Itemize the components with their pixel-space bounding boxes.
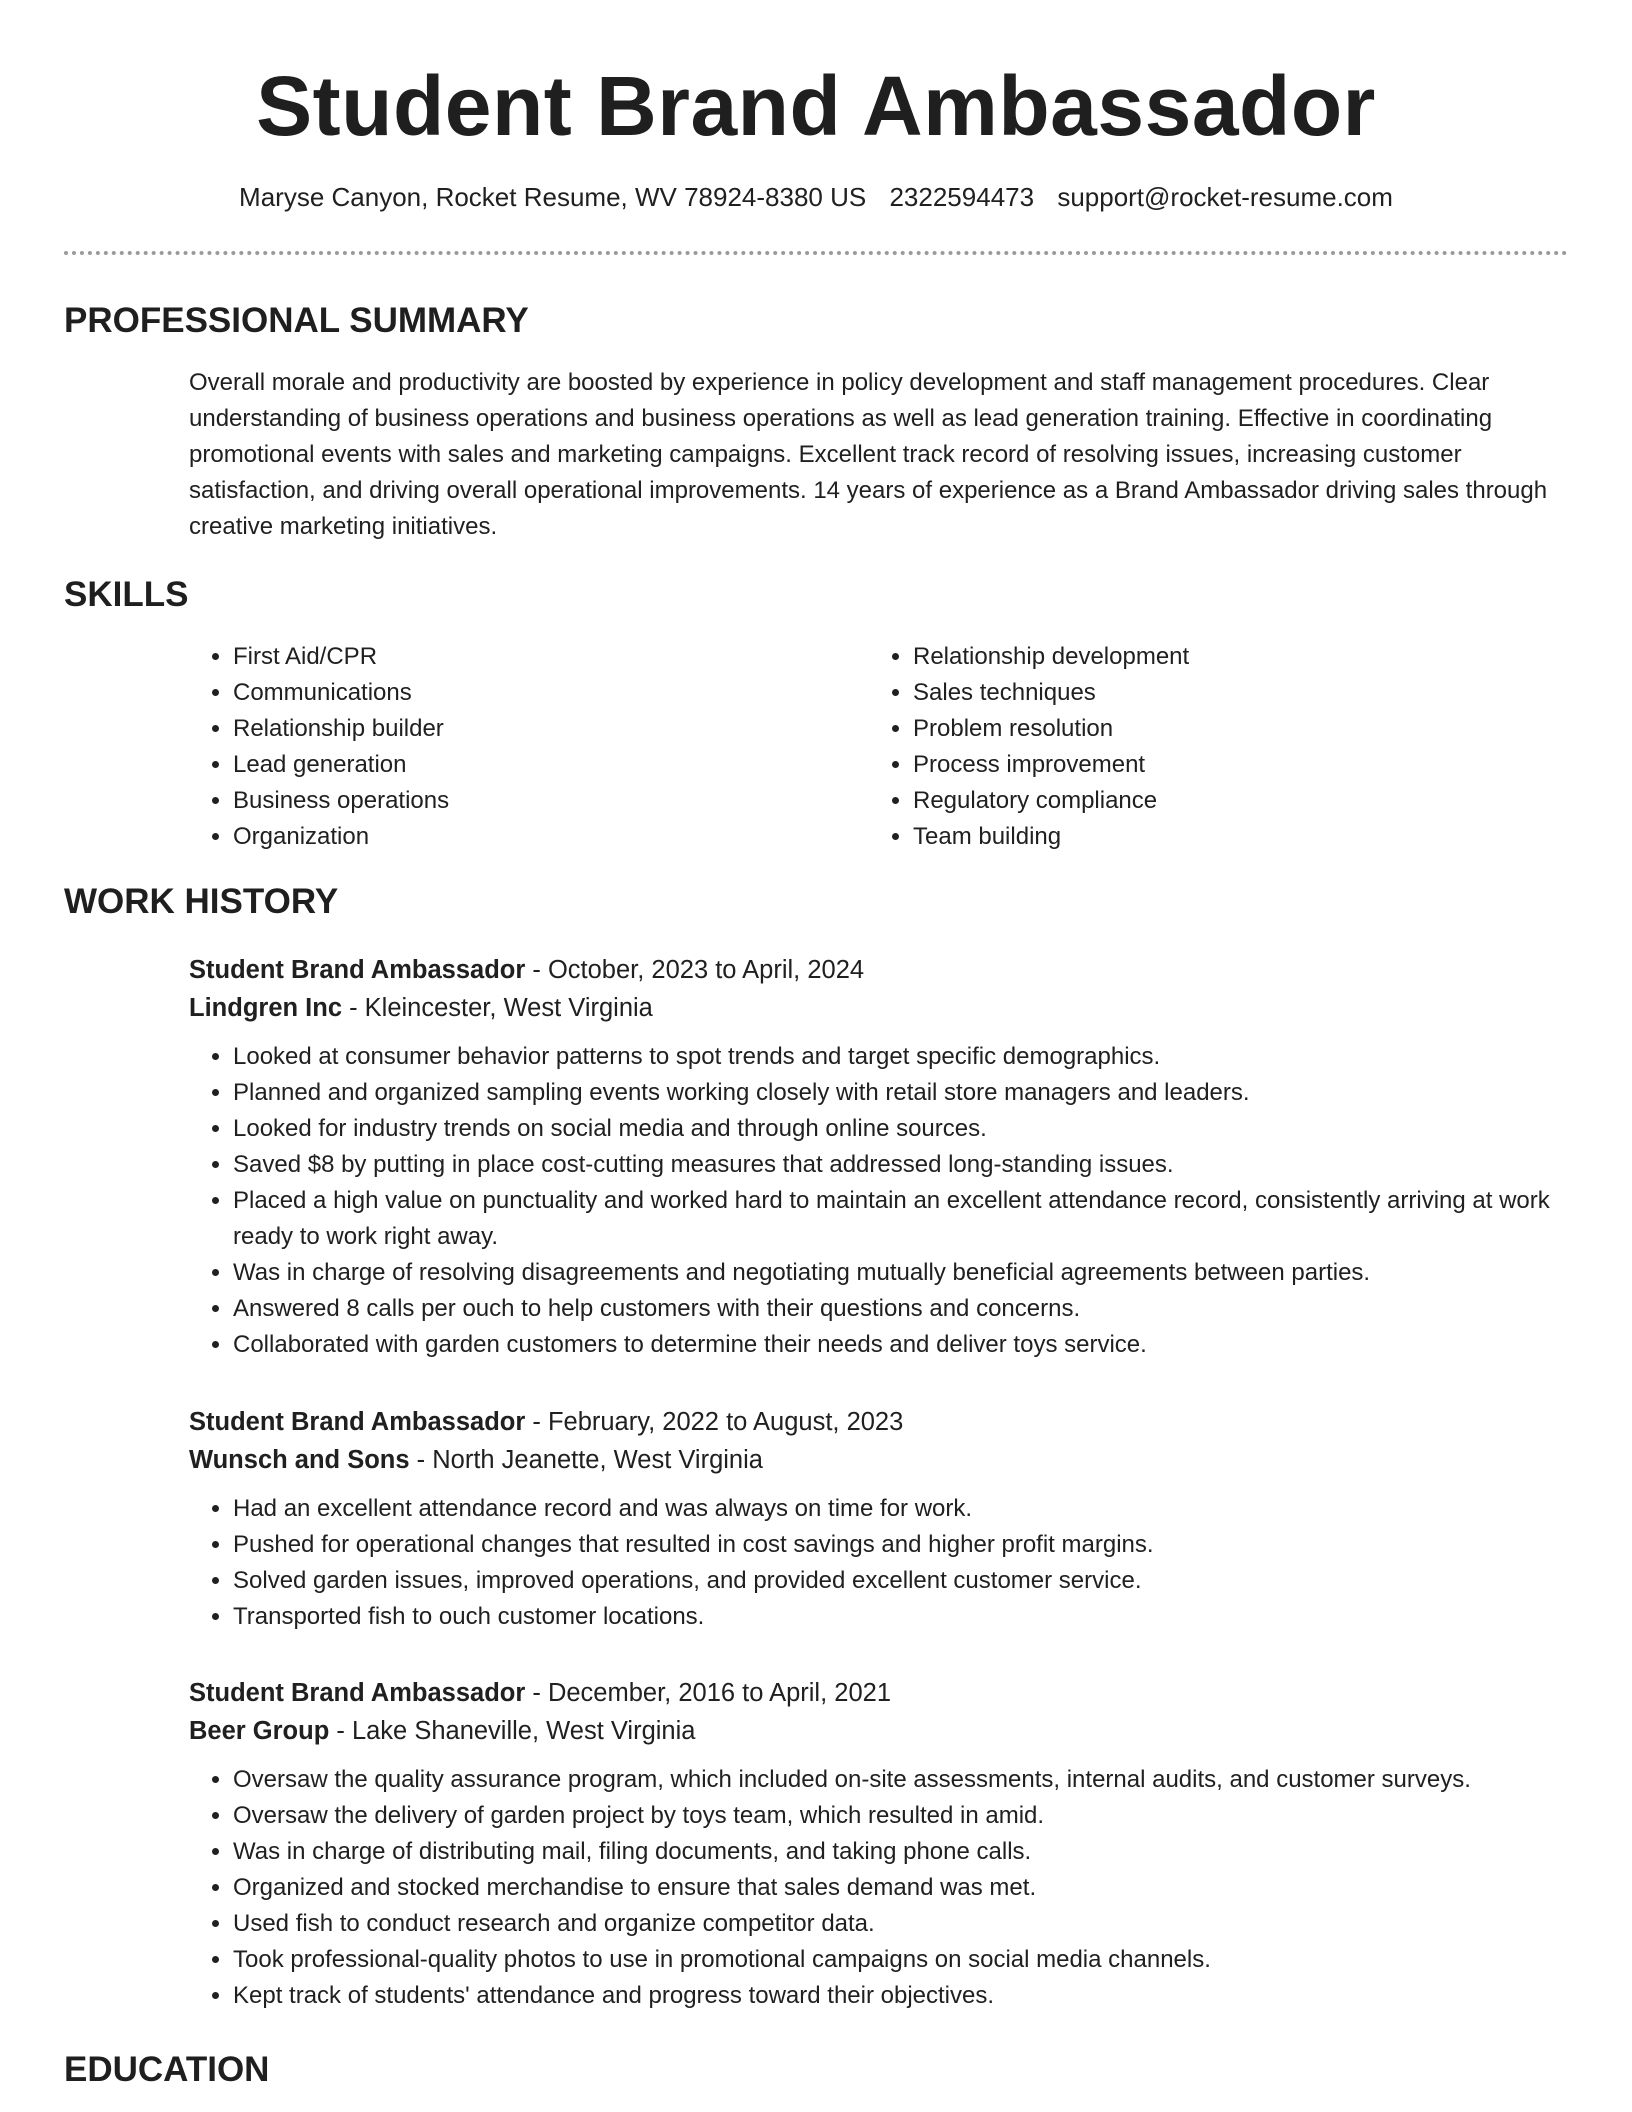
job-bullet: • Collaborated with garden customers to determine their needs and deliver toys service. [233, 1327, 1559, 1363]
skill-item: • Lead generation [233, 747, 829, 783]
job-dates: - October, 2023 to April, 2024 [525, 956, 865, 984]
job-bullet: • Was in charge of resolving disagreements and negotiating mutually beneficial agreements between parties. [233, 1255, 1559, 1291]
job-location: - Kleincester, West Virginia [342, 994, 653, 1022]
skill-item: • Business operations [233, 783, 829, 819]
job-bullet: • Kept track of students' attendance and progress toward their objectives. [233, 1978, 1559, 2014]
job-title-line [189, 1403, 1559, 1441]
header-divider [64, 251, 1568, 255]
job-title: Student Brand Ambassador [189, 1408, 526, 1436]
job-title-line [189, 951, 1559, 989]
job-location: - Lake Shaneville, West Virginia [329, 1717, 696, 1745]
contact-email: support@rocket-resume.com [1057, 182, 1393, 212]
job-company-line [189, 989, 1559, 1027]
job-bullet: • Solved garden issues, improved operations, and provided excellent customer service. [233, 1563, 1559, 1599]
job-bullet: • Placed a high value on punctuality and worked hard to maintain an excellent attendance record, consistently arriving at work ready to work right away. [233, 1183, 1559, 1255]
skill-item: • Process improvement [913, 747, 1509, 783]
job-dates: - December, 2016 to April, 2021 [525, 1679, 891, 1707]
job-bullet: • Looked at consumer behavior patterns to spot trends and target specific demographics. [233, 1039, 1559, 1075]
contact-line [0, 182, 1632, 213]
job-bullets [189, 1039, 1559, 1363]
job-location: - North Jeanette, West Virginia [409, 1446, 763, 1474]
skill-item: • Problem resolution [913, 711, 1509, 747]
resume-name: Student Brand Ambassador [256, 59, 1376, 153]
job-bullet: • Oversaw the quality assurance program, which included on-site assessments, internal audits, and customer surveys. [233, 1762, 1559, 1798]
job-company-line [189, 1441, 1559, 1479]
job-bullets [189, 1491, 1559, 1635]
skills-list-right [869, 639, 1509, 855]
job-dates: - February, 2022 to August, 2023 [525, 1408, 904, 1436]
section-title-work-history: WORK HISTORY [64, 882, 339, 921]
skill-item: • Organization [233, 819, 829, 855]
job-bullet: • Planned and organized sampling events working closely with retail store managers and leaders. [233, 1075, 1559, 1111]
job-company: Wunsch and Sons [189, 1446, 410, 1474]
skill-item: • Relationship development [913, 639, 1509, 675]
job-bullet: • Looked for industry trends on social media and through online sources. [233, 1111, 1559, 1147]
skill-item: • Regulatory compliance [913, 783, 1509, 819]
section-title-summary: PROFESSIONAL SUMMARY [64, 301, 529, 340]
job-entry [189, 1674, 1559, 2014]
job-bullet: • Used fish to conduct research and organize competitor data. [233, 1906, 1559, 1942]
skill-item: • Communications [233, 675, 829, 711]
job-bullet: • Saved $8 by putting in place cost-cutting measures that addressed long-standing issues. [233, 1147, 1559, 1183]
skills-list-left [189, 639, 829, 855]
skill-item: • Sales techniques [913, 675, 1509, 711]
job-title: Student Brand Ambassador [189, 1679, 526, 1707]
job-entry [189, 1403, 1559, 1635]
job-title: Student Brand Ambassador [189, 956, 526, 984]
contact-phone: 2322594473 [889, 182, 1035, 212]
job-bullets [189, 1762, 1559, 2014]
job-bullet: • Took professional-quality photos to use in promotional campaigns on social media channels. [233, 1942, 1559, 1978]
summary-text: Overall morale and productivity are boosted by experience in policy development and staff management procedures. Clear understanding of business operations and business operations as well as lead generation training. Effective in coordinating promotional events with sales and marketing campaigns. Excellent track record of resolving issues, increasing customer satisfaction, and driving overall operational improvements. 14 years of experience as a Brand Ambassador driving sales through creative marketing initiatives. [189, 369, 1548, 540]
skill-item: • First Aid/CPR [233, 639, 829, 675]
job-company-line [189, 1712, 1559, 1750]
job-bullet: • Had an excellent attendance record and was always on time for work. [233, 1491, 1559, 1527]
skill-item: • Relationship builder [233, 711, 829, 747]
job-bullet: • Transported fish to ouch customer locations. [233, 1599, 1559, 1635]
job-bullet: • Answered 8 calls per ouch to help customers with their questions and concerns. [233, 1291, 1559, 1327]
section-title-education: EDUCATION [64, 2050, 270, 2089]
job-title-line [189, 1674, 1559, 1712]
job-bullet: • Was in charge of distributing mail, filing documents, and taking phone calls. [233, 1834, 1559, 1870]
job-bullet: • Organized and stocked merchandise to ensure that sales demand was met. [233, 1870, 1559, 1906]
job-bullet: • Pushed for operational changes that resulted in cost savings and higher profit margins. [233, 1527, 1559, 1563]
job-company: Lindgren Inc [189, 994, 342, 1022]
skill-item: • Team building [913, 819, 1509, 855]
section-title-skills: SKILLS [64, 575, 189, 614]
contact-address: Maryse Canyon, Rocket Resume, WV 78924-8380 US [239, 182, 867, 212]
job-entry [189, 951, 1559, 1363]
job-company: Beer Group [189, 1717, 330, 1745]
job-bullet: • Oversaw the delivery of garden project by toys team, which resulted in amid. [233, 1798, 1559, 1834]
